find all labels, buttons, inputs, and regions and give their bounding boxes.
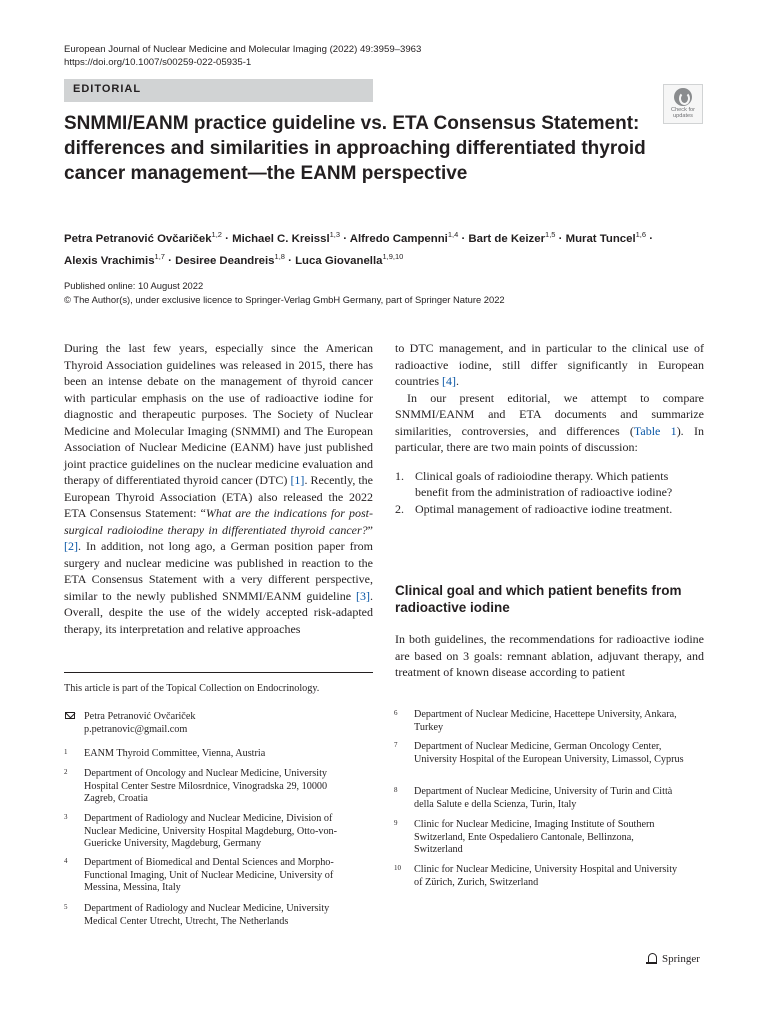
affiliation-item: 1 EANM Thyroid Committee, Vienna, Austria bbox=[64, 748, 266, 759]
citation-link[interactable]: [1] bbox=[290, 473, 305, 487]
author[interactable]: Bart de Keizer$^{1,5}$ bbox=[468, 230, 556, 245]
author[interactable]: Luca Giovanella$^{1,9,10}$ bbox=[295, 251, 404, 267]
affiliation-item: 6 Department of Nuclear Medicine, Hacettepe University, Ankara, Turkey bbox=[394, 709, 677, 733]
affiliation-item: 4 Department of Biomedical and Dental Sciences and Morpho-Functional Imaging, Unit of Nuclear Medicine, University of Messina, Messina, Italy bbox=[64, 857, 334, 894]
affiliation-item: 3 Department of Radiology and Nuclear Medicine, Division of Nuclear Medicine, University Hospital Magdeburg, Otto-von-Guericke University, Magdeburg, Germany bbox=[64, 813, 338, 850]
author[interactable]: Michael C. Kreissl$^{1,3}$ bbox=[232, 230, 341, 245]
affiliation-item: 7 Department of Nuclear Medicine, German Oncology Center, University Hospital of the European University, Limassol, Cyprus bbox=[394, 741, 684, 765]
corresponding-email[interactable]: p.petranovic@gmail.com bbox=[84, 724, 188, 735]
publisher-name: Springer bbox=[662, 952, 700, 965]
affiliation-item: 10 Clinic for Nuclear Medicine, University Hospital and University of Zürich, Zurich, Switzerland bbox=[394, 864, 678, 888]
badge-line-2: updates bbox=[673, 113, 693, 119]
category-bar bbox=[64, 79, 373, 102]
author[interactable]: Murat Tuncel$^{1,6}$ bbox=[565, 230, 647, 245]
author[interactable]: Desiree Deandreis$^{1,8}$ bbox=[175, 251, 285, 267]
category-label: EDITORIAL bbox=[73, 83, 142, 95]
envelope-icon bbox=[65, 712, 75, 719]
springer-horse-icon bbox=[646, 952, 658, 965]
paragraph-continued: to DTC management, and in particular to the clinical use of radioactive iodine, still differ significantly in European countries [4]. bbox=[395, 341, 704, 388]
author-list: Petra Petranović Ovčariček$^{1,2}$ · Michael C. Kreissl$^{1,3}$ · Alfredo Campenni$^{1,4}$ · Bart de Keizer$^{1,5}$ · Murat Tuncel$^{1,6}$ · Alexis Vrachimis$^{1,7}$ · Desiree Deandreis$^{1,8}$ · Luca Giovanella$^{1,9,10}$ bbox=[64, 230, 654, 267]
body-left-column bbox=[64, 340, 373, 637]
article-title bbox=[64, 111, 704, 186]
list-item: 2. Optimal management of radioactive iodine treatment. bbox=[395, 501, 673, 516]
intro-paragraph: During the last few years, especially since the American Thyroid Association guidelines was released in 2015, there has been an intense debate on the management of thyroid cancer with particular emphasis on the use of radioactive iodine for diagnostic and therapeutic purposes. The Society of Nuclear Medicine and Molecular Imaging (SNMMI) and The European Association of Nuclear Medicine (EANM) have just published joint practice guidelines on the nuclear medicine evaluation and therapy of differentiated thyroid cancer (DTC) [1]. Recently, the European Thyroid Association (ETA) also released the 2022 ETA Consensus Statement: “What are the indications for post-surgical radioiodine therapy in differentiated thyroid cancer?” [2]. In addition, not long ago, a German position paper from surgery and nuclear medicine was published in reaction to the ETA Consensus Statement with a very different perspective, similar to the newly published SNMMI/EANM guideline [3]. Overall, despite the use of the widely accepted risk-adapted therapy, its interpretation and relative approaches bbox=[64, 341, 373, 636]
affiliation-item: 5 Department of Radiology and Nuclear Medicine, University Medical Center Utrecht, Utrecht, The Netherlands bbox=[64, 903, 330, 927]
corresponding-name: Petra Petranović Ovčariček bbox=[84, 711, 196, 722]
affiliation-item: 2 Department of Oncology and Nuclear Medicine, University Hospital Center Sestre Milosrdnice, Vinogradska 29, 10000 Zagreb, Croatia bbox=[64, 768, 328, 805]
author[interactable]: Alexis Vrachimis$^{1,7}$ bbox=[64, 251, 165, 267]
published-date: Published online: 10 August 2022 bbox=[64, 280, 204, 291]
publisher-logo bbox=[646, 952, 700, 965]
update-icon bbox=[674, 88, 692, 106]
journal-citation: European Journal of Nuclear Medicine and Molecular Imaging (2022) 49:3959–3963 bbox=[64, 44, 422, 55]
affiliation-item: 9 Clinic for Nuclear Medicine, Imaging Institute of Southern Switzerland, Ente Ospedaliero Cantonale, Bellinzona, Switzerland bbox=[394, 819, 655, 856]
journal-header bbox=[64, 43, 421, 69]
list-item: 1. Clinical goals of radioiodine therapy. Which patients benefit from the administration of radioactive iodine? bbox=[395, 468, 673, 499]
corresponding-author bbox=[64, 710, 373, 736]
publication-info bbox=[64, 279, 505, 307]
section-paragraph: In both guidelines, the recommendations for radioactive iodine are based on 3 goals: remnant ablation, adjuvant therapy, and treatment of known disease according to patient bbox=[395, 632, 704, 679]
citation-link[interactable]: [3] bbox=[356, 588, 370, 603]
paragraph-editorial-aim: In our present editorial, we attempt to compare SNMMI/EANM and ETA documents and summarize similarities, controversies, and differences (Table 1). In particular, there are two main points of discussion: bbox=[395, 390, 704, 454]
table-link[interactable]: Table 1 bbox=[633, 423, 677, 438]
topical-collection-note: This article is part of the Topical Collection on Endocrinology. bbox=[64, 683, 320, 694]
citation-link[interactable]: [4] bbox=[442, 374, 456, 388]
quoted-question: What are the indications for post-surgical radioiodine therapy in differentiated thyroid cancer? bbox=[64, 506, 373, 537]
doi-link[interactable]: https://doi.org/10.1007/s00259-022-05935-1 bbox=[64, 57, 252, 68]
author[interactable]: Petra Petranović Ovčariček$^{1,2}$ bbox=[64, 230, 222, 245]
footnote-divider bbox=[64, 672, 373, 673]
title-line-1: SNMMI/EANM practice guideline vs. ETA Consensus Statement: bbox=[64, 113, 640, 134]
section-heading: Clinical goal and which patient benefits from radioactive iodine bbox=[395, 583, 682, 615]
license-statement: © The Author(s), under exclusive licence to Springer-Verlag GmbH Germany, part of Springer Nature 2022 bbox=[64, 294, 505, 305]
citation-link[interactable]: [2] bbox=[64, 539, 78, 553]
title-line-3: cancer management—the EANM perspective bbox=[64, 163, 468, 184]
badge-line-1: Check for bbox=[671, 107, 695, 113]
discussion-points bbox=[395, 468, 704, 518]
author[interactable]: Alfredo Campenni$^{1,4}$ bbox=[349, 230, 459, 245]
body-right-column bbox=[395, 340, 704, 517]
affiliation-item: 8 Department of Nuclear Medicine, University of Turin and Città della Salute e della Scienza, Turin, Italy bbox=[394, 786, 673, 810]
title-line-2: differences and similarities in approaching differentiated thyroid bbox=[64, 138, 646, 159]
